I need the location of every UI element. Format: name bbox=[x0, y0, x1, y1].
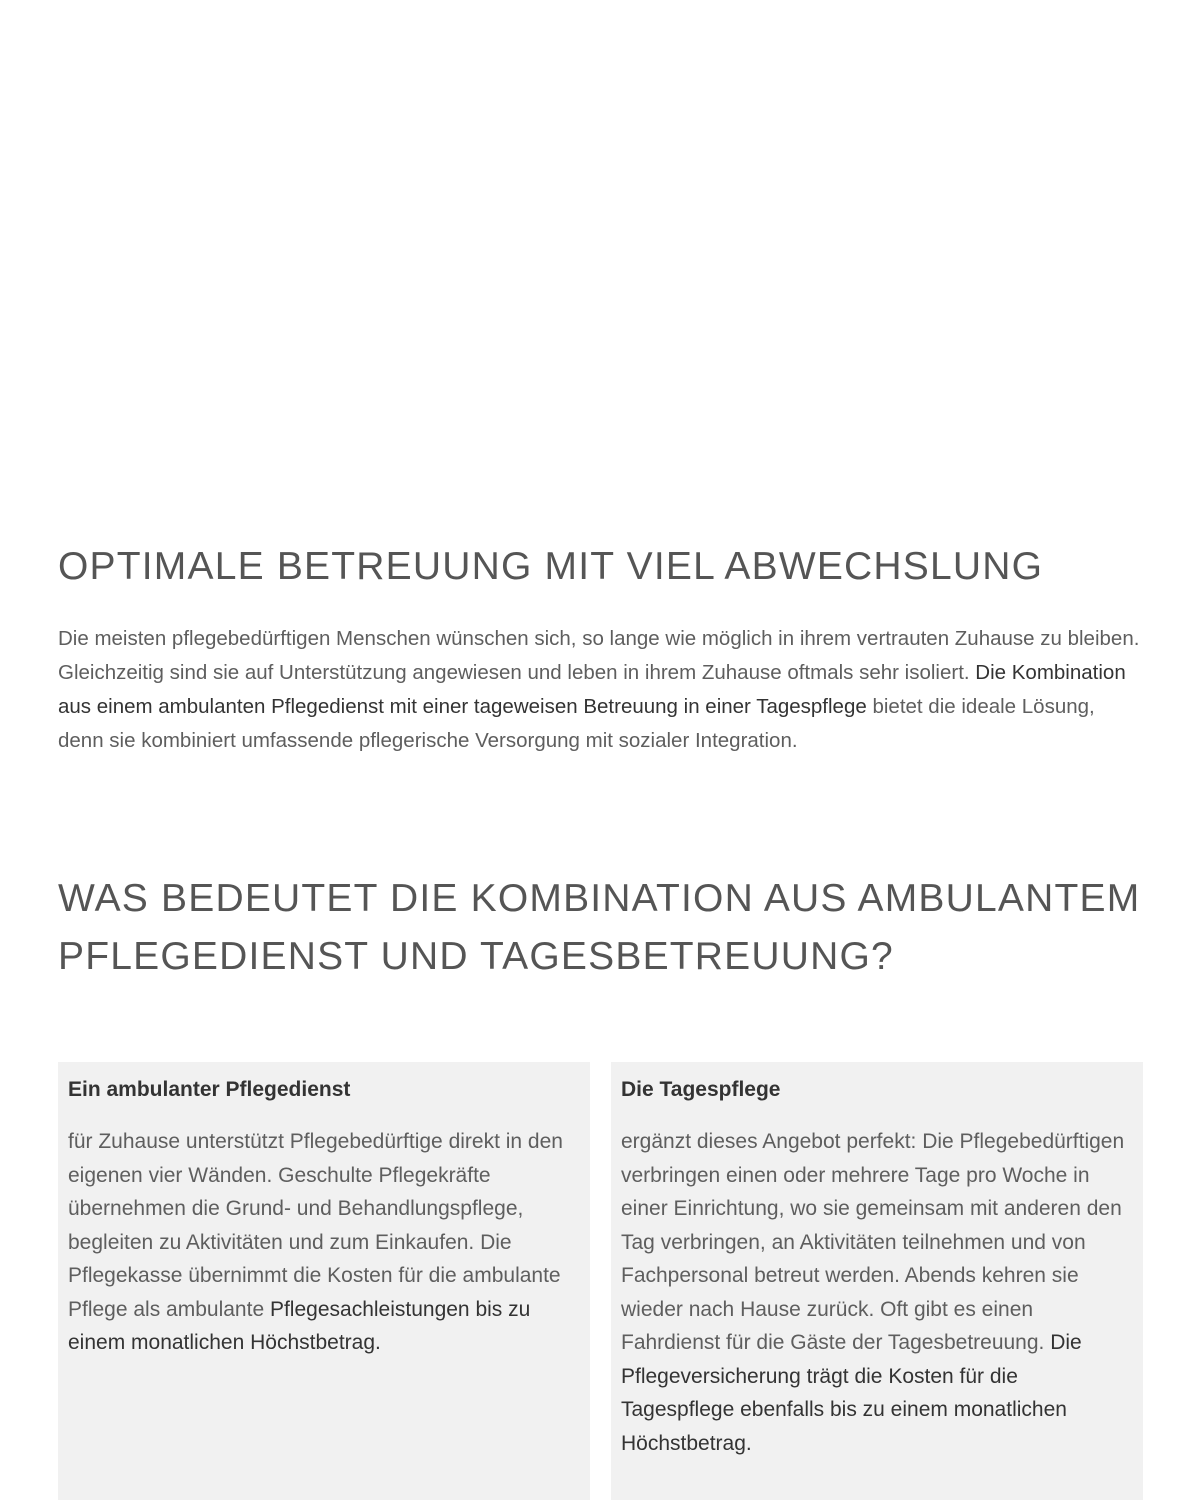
section-combination-meaning bbox=[58, 870, 1143, 986]
card-title: Ein ambulanter Pflegedienst bbox=[68, 1078, 351, 1101]
intro-text-regular: Die meisten pflegebedürftigen Menschen wünschen sich, so lange wie möglich in ihrem vertrauten Zuhause zu bleiben. Gleichzeitig sind sie auf Unterstützung angewiesen und leben in ihrem Zuhause oftmals sehr isoliert. bbox=[58, 627, 1140, 684]
section-heading-optimal-care: OPTIMALE BETREUUNG MIT VIEL ABWECHSLUNG bbox=[58, 545, 1044, 588]
card-ambulant-care bbox=[58, 1062, 590, 1500]
card-text-regular: für Zuhause unterstützt Pflegebedürftige direkt in den eigenen vier Wänden. Geschulte Pflegekräfte übernehmen die Grund- und Behandlungspflege, begleiten zu Aktivitäten und zum Einkaufen. Die Pflegekasse übernimmt die Kosten für die ambulante Pflege als ambulante bbox=[68, 1130, 563, 1321]
card-day-care bbox=[611, 1062, 1143, 1500]
intro-paragraph bbox=[58, 622, 1143, 758]
info-cards bbox=[58, 1062, 1143, 1500]
card-text bbox=[621, 1125, 1133, 1460]
card-title: Die Tagespflege bbox=[621, 1078, 781, 1101]
section-optimal-care bbox=[58, 540, 1143, 758]
card-text bbox=[68, 1125, 580, 1360]
intro-text-highlight: Die Kombination aus einem ambulanten Pflegedienst mit einer tageweisen Betreuung in einer Tagespflege bbox=[58, 661, 1126, 718]
card-text-highlight: Pflegesachleistungen bis zu einem monatlichen Höchstbetrag. bbox=[68, 1297, 531, 1354]
section-heading-combination: WAS BEDEUTET DIE KOMBINATION AUS AMBULANTEM PFLEGEDIENST UND TAGESBETREUUNG? bbox=[58, 877, 1141, 978]
card-text-regular: ergänzt dieses Angebot perfekt: Die Pflegebedürftigen verbringen einen oder mehrere Tage pro Woche in einer Einrichtung, wo sie gemeinsam mit anderen den Tag verbringen, an Aktivitäten teilnehmen und von Fachpersonal betreut werden. Abends kehren sie wieder nach Hause zurück. Oft gibt es einen Fahrdienst für die Gäste der Tagesbetreuung. bbox=[621, 1130, 1125, 1354]
blank-image-area bbox=[0, 0, 1200, 540]
intro-text-end: bietet die ideale Lösung, denn sie kombiniert umfassende pflegerische Versorgung mit sozialer Integration. bbox=[58, 695, 1095, 752]
card-text-highlight: Die Pflegeversicherung trägt die Kosten für die Tagespflege ebenfalls bis zu einem monatlichen Höchstbetrag. bbox=[621, 1331, 1082, 1455]
